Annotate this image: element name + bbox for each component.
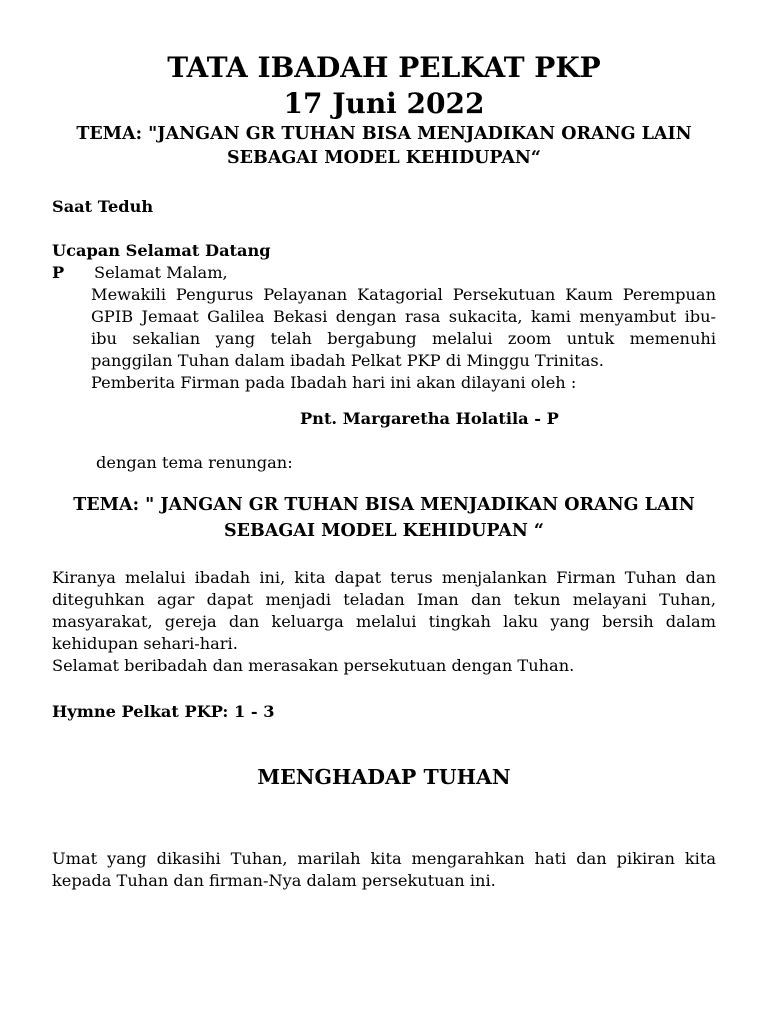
hymne-heading: Hymne Pelkat PKP: 1 - 3 <box>52 702 275 721</box>
welcome-line-3: ibu sekalian yang telah bergabung melalui zoom untuk memenuhi <box>91 329 716 348</box>
closing-line-4: kehidupan sehari-hari. <box>52 634 238 653</box>
closing-line-2: diteguhkan agar dapat menjadi teladan Iman dan tekun melayani Tuhan, <box>52 590 716 609</box>
welcome-line-4: panggilan Tuhan dalam ibadah Pelkat PKP di Minggu Trinitas. <box>91 351 604 370</box>
preacher-name: Pnt. Margaretha Holatila - P <box>300 409 559 428</box>
theme-line-2: SEBAGAI MODEL KEHIDUPAN“ <box>227 148 541 168</box>
renungan-theme-line-1: TEMA: " JANGAN GR TUHAN BISA MENJADIKAN ORANG LAIN <box>73 495 695 515</box>
closing-greeting: Selamat beribadah dan merasakan persekutuan dengan Tuhan. <box>52 656 575 675</box>
menghadap-line-2: kepada Tuhan dan firman-Nya dalam persekutuan ini. <box>52 871 496 890</box>
preacher-intro: Pemberita Firman pada Ibadah hari ini akan dilayani oleh : <box>91 373 577 392</box>
theme-intro: dengan tema renungan: <box>96 453 293 472</box>
menghadap-heading: MENGHADAP TUHAN <box>257 765 511 789</box>
ucapan-heading: Ucapan Selamat Datang <box>52 241 271 260</box>
saat-teduh-heading: Saat Teduh <box>52 197 154 216</box>
document-date: 17 Juni 2022 <box>283 87 485 120</box>
menghadap-line-1: Umat yang dikasihi Tuhan, marilah kita mengarahkan hati dan pikiran kita <box>52 849 716 868</box>
welcome-line-1: Mewakili Pengurus Pelayanan Katagorial Persekutuan Kaum Perempuan <box>91 285 716 304</box>
renungan-theme-line-2: SEBAGAI MODEL KEHIDUPAN “ <box>224 521 544 541</box>
theme-line-1: TEMA: "JANGAN GR TUHAN BISA MENJADIKAN ORANG LAIN <box>76 124 692 144</box>
welcome-line-2: GPIB Jemaat Galilea Bekasi dengan rasa sukacita, kami menyambut ibu- <box>91 307 716 326</box>
speaker-label: P <box>52 263 65 282</box>
document-title: TATA IBADAH PELKAT PKP <box>167 51 601 84</box>
closing-line-3: masyarakat, gereja dan keluarga melalui tingkah laku yang bersih dalam <box>52 612 716 631</box>
greeting: Selamat Malam, <box>94 263 228 282</box>
closing-line-1: Kiranya melalui ibadah ini, kita dapat terus menjalankan Firman Tuhan dan <box>52 568 716 587</box>
